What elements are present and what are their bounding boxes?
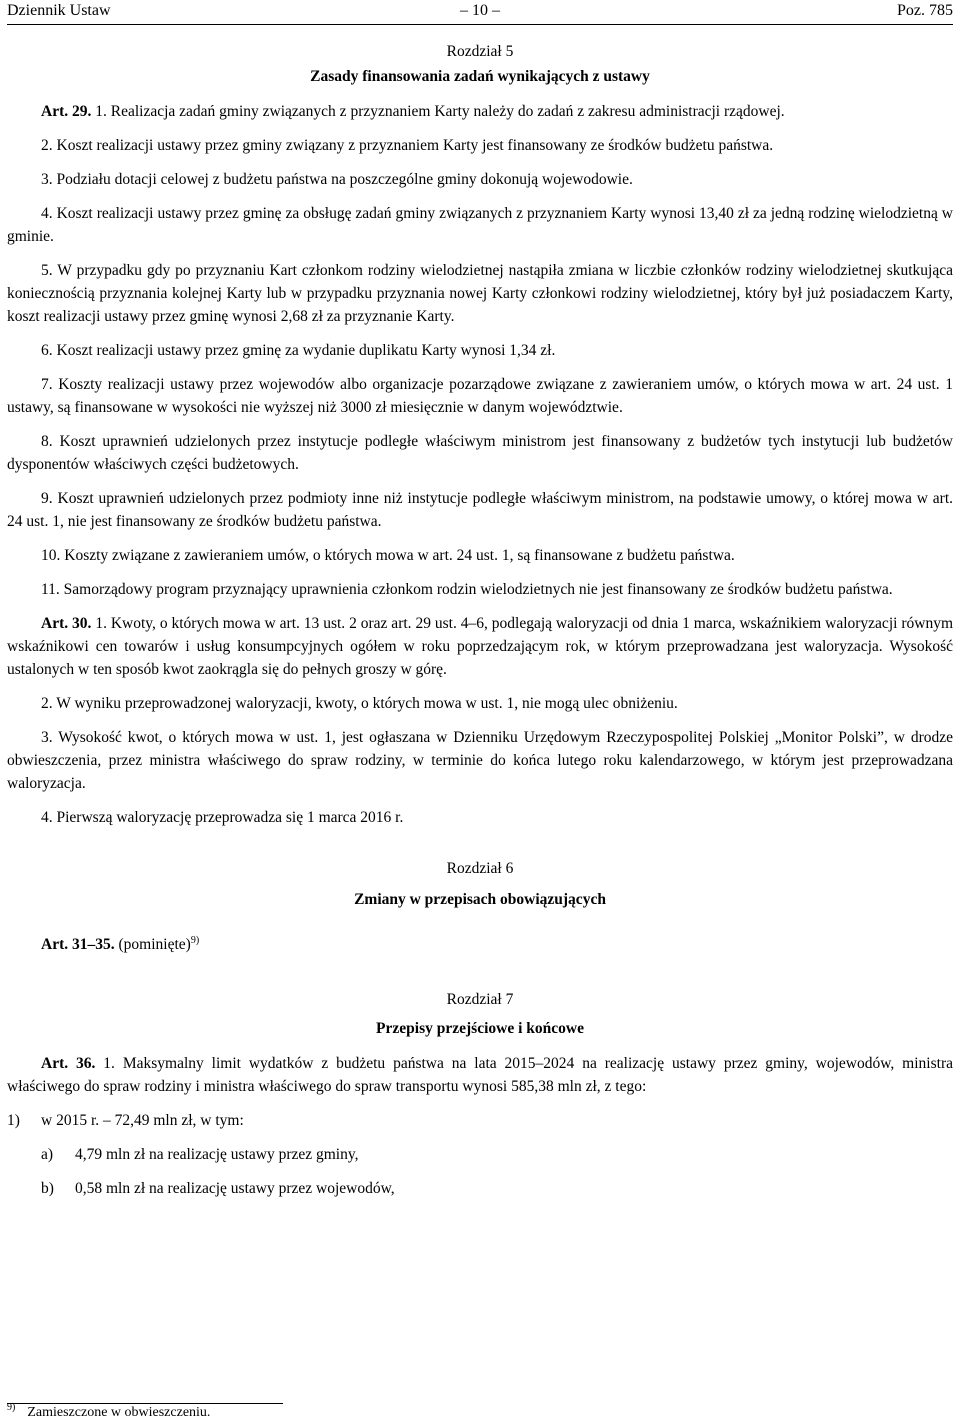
footnote-text: Zamieszczone w obwieszczeniu.: [27, 1405, 211, 1420]
item-text: 0,58 mln zł na realizację ustawy przez wojewodów,: [75, 1180, 395, 1197]
item-text: w 2015 r. – 72,49 mln zł, w tym:: [41, 1112, 244, 1129]
chapter-title: Rozdział 5: [446, 43, 514, 60]
footnote: [7, 1402, 211, 1421]
footnote-ref: 9): [190, 934, 200, 946]
footnote-mark: 9): [7, 1402, 16, 1414]
art-30-par-3: 3. Wysokość kwot, o których mowa w ust. 1, jest ogłaszana w Dzienniku Urzędowym Rzeczypospolitej Polskiej „Monitor Polski”, w drodze obwieszczenia, przez ministra właściwego do spraw rodziny, w terminie do końca lutego roku kalendarzowego, w którym jest przeprowadzana waloryzacja.: [7, 729, 953, 792]
document-body: [7, 40, 953, 1211]
art-29-par-7: 7. Koszty realizacji ustawy przez wojewodów albo organizacje pozarządowe związane z zawieraniem umów, o których mowa w art. 24 ust. 1 ustawy, są finansowane w wysokości nie wyższej niż 3000 zł miesięcznie w danym województwie.: [7, 376, 953, 416]
page-number: – 10 –: [460, 2, 500, 19]
art-30-par-1: Art. 30. 1. Kwoty, o których mowa w art. 13 ust. 2 oraz art. 29 ust. 4–6, podlegają waloryzacji od dnia 1 marca, wskaźnikiem waloryzacji równym wskaźnikowi cen towarów i usług konsumpcyjnych ogółem w roku poprzedzającym rok, w którym przeprowadzana jest waloryzacja. Wysokość ustalonych w ten sposób kwot zaokrągla się do pełnych groszy w górę.: [7, 615, 953, 678]
item-letter: b): [41, 1180, 54, 1197]
omitted-text: (pominięte): [118, 936, 191, 953]
art-29-par-4: 4. Koszt realizacji ustawy przez gminę za obsługę zadań gminy związanych z przyznaniem Karty wynosi 13,40 zł za jedną rodzinę wielodzietną w gminie.: [7, 205, 953, 245]
item-number: 1): [7, 1112, 20, 1129]
chapter-title: Rozdział 7: [446, 991, 514, 1008]
art-36-par-1: Art. 36. 1. Maksymalny limit wydatków z budżetu państwa na lata 2015–2024 na realizację ustawy przez gminy, wojewodów, ministra właściwego do spraw rodziny i ministra właściwego do spraw transportu wynosi 585,38 mln zł, z tego:: [7, 1055, 953, 1095]
art-29-par-6: 6. Koszt realizacji ustawy przez gminę za wydanie duplikatu Karty wynosi 1,34 zł.: [41, 342, 556, 359]
journal-name: Dziennik Ustaw: [7, 2, 111, 19]
art-29-par-8: 8. Koszt uprawnień udzielonych przez instytucje podległe właściwym ministrom jest finansowany z budżetów tych instytucji lub budżetów dysponentów właściwych części budżetowych.: [7, 433, 953, 473]
article-label: Art. 36.: [41, 1055, 96, 1072]
chapter-5: [7, 40, 953, 88]
chapter-7: [7, 988, 953, 1040]
list-item: [7, 1177, 953, 1200]
art-29-par-3: 3. Podziału dotacji celowej z budżetu państwa na poszczególne gminy dokonują wojewodowie.: [41, 171, 633, 188]
art-31-35: [7, 933, 953, 956]
art-29-par-10: 10. Koszty związane z zawieraniem umów, o których mowa w art. 24 ust. 1, są finansowane z budżetu państwa.: [41, 547, 735, 564]
art-29-par-5: 5. W przypadku gdy po przyznaniu Kart członkom rodziny wielodzietnej nastąpiła zmiana w liczbie członków rodziny wielodzietnej skutkująca koniecznością przyznania kolejnej Karty lub w przypadku przyznania nowej Karty członkowi rodziny wielodzietnej, który był już posiadaczem Karty, koszt realizacji ustawy przez gminę wynosi 2,68 zł za przyznanie Karty.: [7, 262, 953, 325]
chapter-6: [7, 857, 953, 911]
list-item: [7, 1109, 953, 1132]
article-label: Art. 31–35.: [41, 936, 115, 953]
chapter-heading: Zmiany w przepisach obowiązujących: [354, 891, 606, 908]
art-29-par-2: 2. Koszt realizacji ustawy przez gminy związany z przyznaniem Karty jest finansowany ze środków budżetu państwa.: [41, 137, 774, 154]
position-number: Poz. 785: [897, 2, 953, 19]
item-letter: a): [41, 1146, 54, 1163]
art-29-par-1: Art. 29. 1. Realizacja zadań gminy związanych z przyznaniem Karty należy do zadań z zakresu administracji rządowej.: [41, 103, 785, 120]
art-29-par-11: 11. Samorządowy program przyznający uprawnienia członkom rodzin wielodzietnych nie jest finansowany ze środków budżetu państwa.: [41, 581, 893, 598]
art-29-par-9: 9. Koszt uprawnień udzielonych przez podmioty inne niż instytucje podległe właściwym ministrom, na podstawie umowy, o której mowa w art. 24 ust. 1, nie jest finansowany ze środków budżetu państwa.: [7, 490, 953, 530]
chapter-heading: Przepisy przejściowe i końcowe: [376, 1020, 584, 1037]
item-text: 4,79 mln zł na realizację ustawy przez gminy,: [75, 1146, 359, 1163]
article-label: Art. 30.: [41, 615, 92, 632]
art-30-par-2: 2. W wyniku przeprowadzonej waloryzacji, kwoty, o których mowa w ust. 1, nie mogą ulec obniżeniu.: [41, 695, 678, 712]
article-label: Art. 29.: [41, 103, 92, 120]
list-item: [7, 1143, 953, 1166]
page-header: [7, 0, 953, 25]
chapter-title: Rozdział 6: [446, 860, 514, 877]
chapter-heading: Zasady finansowania zadań wynikających z ustawy: [310, 68, 650, 85]
art-30-par-4: 4. Pierwszą waloryzację przeprowadza się 1 marca 2016 r.: [41, 809, 404, 826]
footnote-divider: [7, 1403, 283, 1404]
